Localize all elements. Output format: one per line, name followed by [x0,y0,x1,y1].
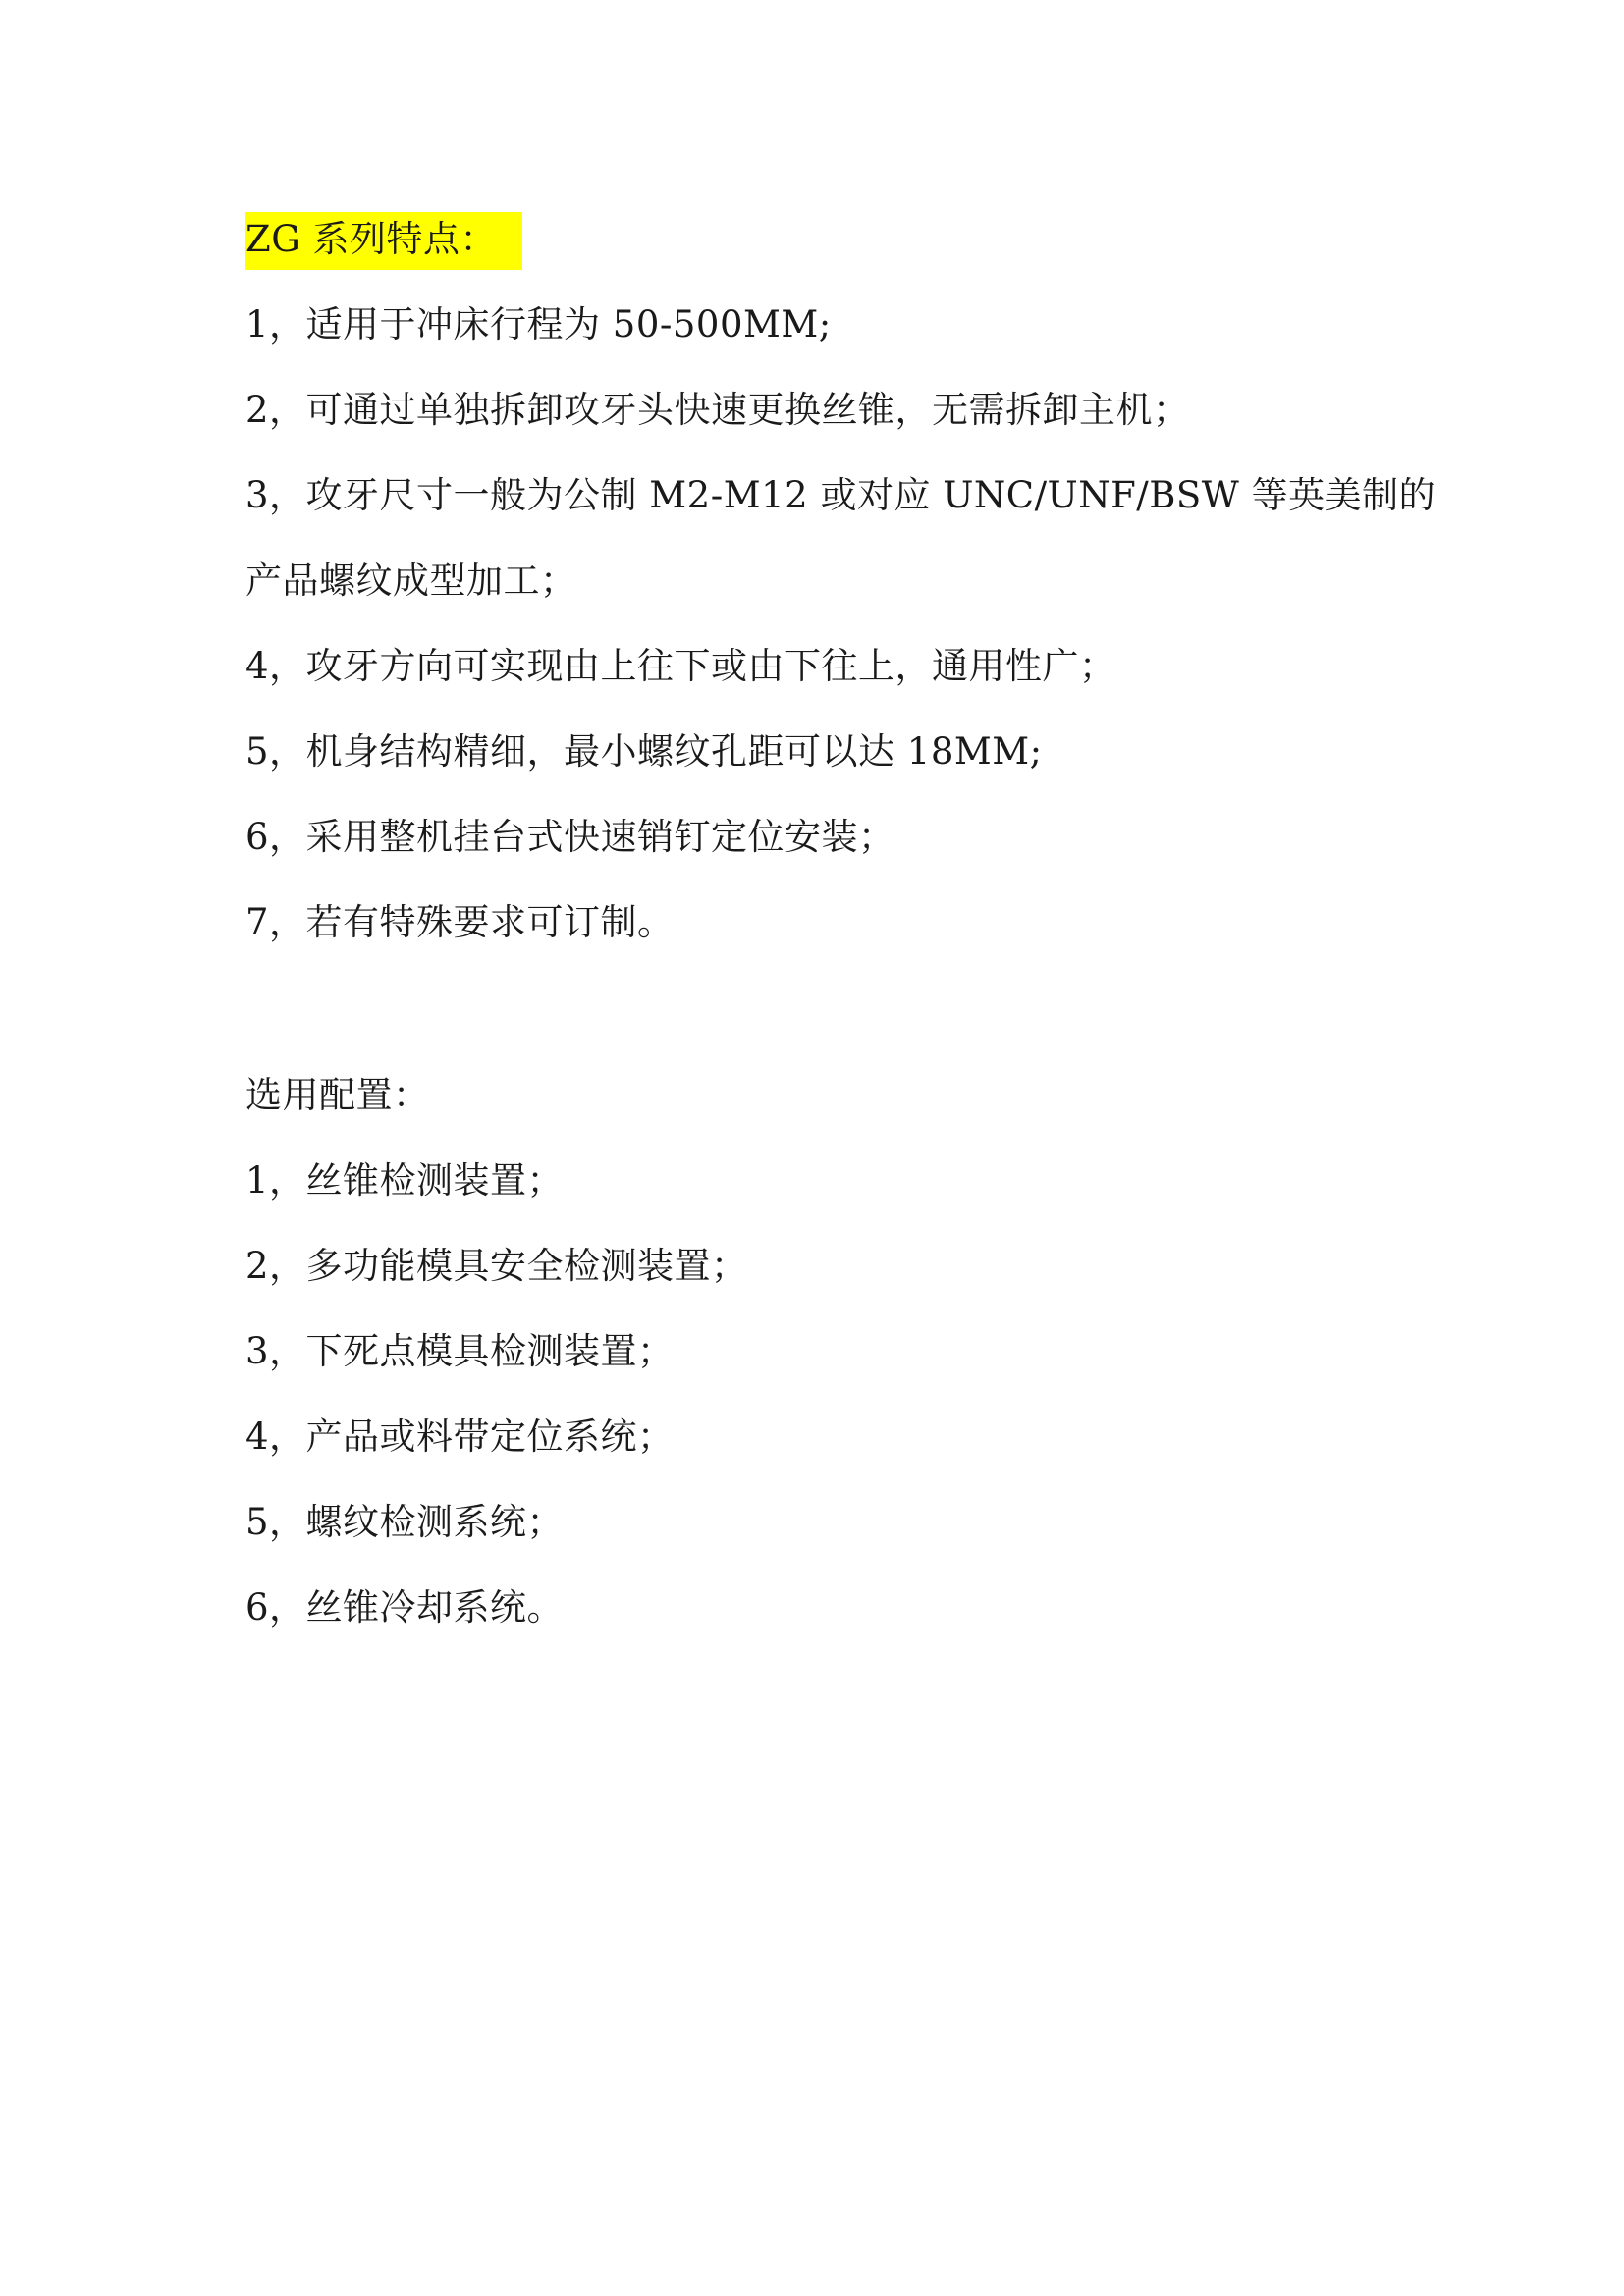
feature-line-5: 5，机身结构精细，最小螺纹孔距可以达 18MM; [245,730,1043,773]
feature-line-1: 1，适用于冲床行程为 50-500MM; [245,303,832,346]
feature-line-3: 3，攻牙尺寸一般为公制 M2-M12 或对应 UNC/UNF/BSW 等英美制的 [245,474,1436,516]
features-heading [245,196,1404,282]
feature-line-3-continued: 产品螺纹成型加工； [245,560,577,602]
features-heading-highlight: ZG 系列特点： [245,212,522,270]
feature-line-7: 7，若有特殊要求可订制。 [245,901,675,943]
feature-line-2: 2，可通过单独拆卸攻牙头快速更换丝锥，无需拆卸主机； [245,389,1190,431]
options-section [245,1052,1404,1650]
feature-line-4: 4，攻牙方向可实现由上往下或由下往上，通用性广； [245,645,1116,687]
feature-line-6: 6，采用整机挂台式快速销钉定位安装； [245,816,895,858]
option-line-2: 2，多功能模具安全检测装置； [245,1245,748,1287]
option-line-6: 6，丝锥冷却系统。 [245,1586,565,1629]
features-section [245,196,1436,965]
options-heading: 选用配置： [245,1074,430,1116]
option-line-1: 1，丝锥检测装置； [245,1159,565,1201]
option-line-3: 3，下死点模具检测装置； [245,1330,675,1372]
option-line-4: 4，产品或料带定位系统； [245,1415,675,1458]
option-line-5: 5，螺纹检测系统； [245,1501,565,1543]
